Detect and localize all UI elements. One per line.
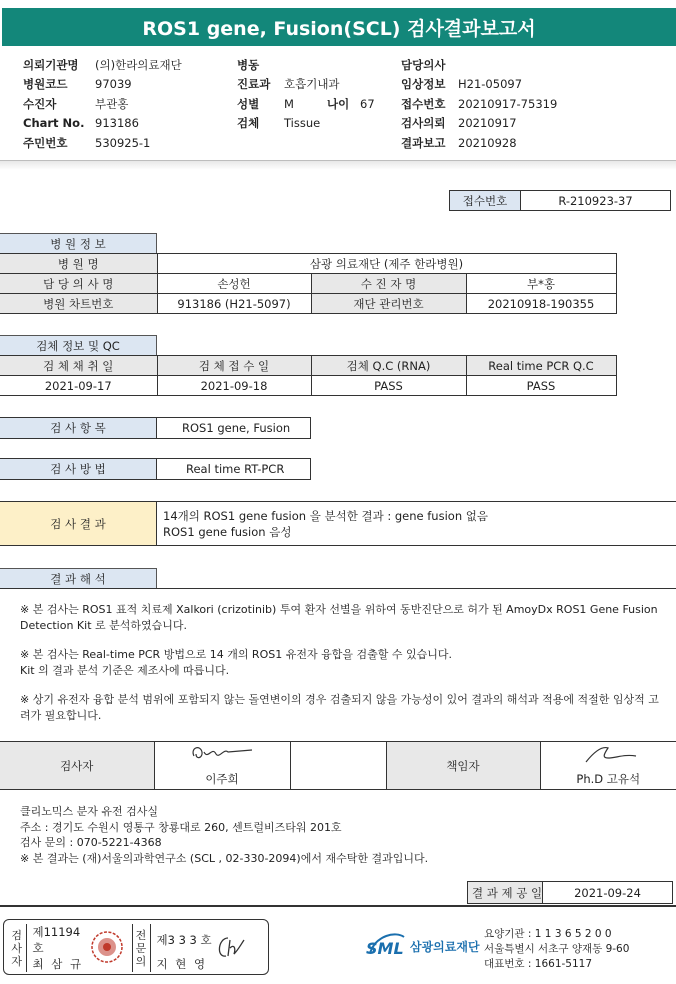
- qc-header: Real time PCR Q.C: [466, 356, 616, 376]
- result-date-value: 2021-09-24: [543, 882, 673, 904]
- qc-header: 검체 Q.C (RNA): [311, 356, 466, 376]
- examiner-vertical-label: [8, 924, 26, 972]
- lab-contact: 검사 문의 : 070-5221-4368: [20, 836, 162, 849]
- header-label: 수진자: [23, 96, 57, 111]
- header-value: 20210928: [458, 135, 517, 150]
- tab-specimen-qc: 검체 정보 및 QC: [0, 335, 157, 355]
- header-value: 20210917-75319: [458, 96, 558, 111]
- footer-divider: [0, 905, 676, 907]
- result-date-box: [467, 881, 673, 904]
- hospital-name-label: 병 원 명: [0, 254, 157, 274]
- hospital-name-value: 삼광 의료재단 (제주 한라병원): [157, 254, 616, 274]
- test-item-label: 검 사 항 목: [0, 417, 157, 439]
- specialist-vertical-text: 전문의: [135, 928, 147, 968]
- examiner-vertical-text: 검사자: [11, 928, 23, 968]
- test-result-label: 검 사 결 과: [0, 501, 157, 546]
- chart-no-label: 병원 차트번호: [0, 294, 157, 314]
- responsible-signature: [540, 742, 676, 770]
- interpretation-paragraph: Kit 의 결과 분석 기준은 제조사에 따릅니다.: [20, 664, 230, 677]
- seal-stamp-icon: [90, 930, 124, 964]
- doctor-label: 담 당 의 사 명: [0, 274, 157, 294]
- header-label: 병원코드: [23, 77, 68, 92]
- qc-value: PASS: [466, 376, 616, 396]
- ward-label: 병동: [237, 57, 260, 72]
- header-value: 97039: [95, 77, 132, 92]
- result-date-label: 결 과 제 공 일: [468, 882, 543, 904]
- qc-header: 검 체 채 취 일: [0, 356, 157, 376]
- lab-address: 주소 : 경기도 수원시 영통구 창룡대로 260, 센트럴비즈타워 201호: [20, 820, 342, 834]
- report-title: ROS1 gene, Fusion(SCL) 검사결과보고서: [2, 8, 676, 46]
- chart-no-value: 913186 (H21-5097): [157, 294, 311, 314]
- section-divider: [0, 160, 676, 170]
- patient-name-value: 부*홍: [466, 274, 616, 294]
- qc-value: PASS: [311, 376, 466, 396]
- header-label: 접수번호: [401, 96, 446, 111]
- test-result-line: 14개의 ROS1 gene fusion 을 분석한 결과 : gene fusion 없음: [163, 508, 488, 523]
- examiner-seal: [90, 924, 132, 972]
- responsible-label: 책임자: [386, 742, 540, 790]
- receipt-value: R-210923-37: [521, 191, 671, 211]
- sex-label: 성별: [237, 96, 260, 111]
- tester-name: 이주희: [154, 770, 290, 790]
- header-label: Chart No.: [23, 116, 85, 131]
- tester-signature-mark: [182, 742, 262, 766]
- examiner-license: 제11194호: [32, 925, 81, 955]
- qc-value: 2021-09-17: [0, 376, 157, 396]
- certification-table: [8, 924, 252, 972]
- tester-signature: [154, 742, 290, 770]
- org-phone: 대표번호 : 1661-5117: [484, 958, 593, 970]
- header-value: 부관홍: [95, 96, 129, 111]
- header-label: 검사의뢰: [401, 116, 446, 131]
- patient-info-col2: [237, 55, 375, 133]
- org-name: 삼광의료재단: [410, 939, 480, 954]
- hospital-info-table: [0, 253, 617, 314]
- specialist-vertical-label: [132, 924, 150, 972]
- lab-info: [20, 804, 660, 866]
- sex-value: M: [284, 96, 294, 111]
- specialist-signature-mark: [212, 930, 248, 964]
- header-value: H21-05097: [458, 77, 523, 92]
- mgmt-no-value: 20210918-190355: [466, 294, 616, 314]
- header-value: 20210917: [458, 116, 517, 131]
- receipt-number-box: [449, 190, 671, 211]
- specimen-value: Tissue: [284, 116, 321, 131]
- sml-logo-mark: [366, 929, 406, 963]
- specimen-label: 검체: [237, 116, 260, 131]
- test-method-value: Real time RT-PCR: [156, 458, 311, 480]
- certification-box: [3, 919, 269, 975]
- test-result-line: ROS1 gene fusion 음성: [163, 524, 292, 539]
- specialist-name: 지 현 영: [156, 957, 208, 971]
- tester-label: 검사자: [0, 742, 154, 790]
- header-value: [458, 55, 557, 75]
- logo-text: SML: [366, 939, 404, 958]
- mgmt-no-label: 재단 관리번호: [311, 294, 466, 314]
- patient-info-col3: [401, 55, 557, 153]
- header-label: 담당의사: [401, 57, 446, 72]
- examiner-name: 최 삼 규: [32, 957, 84, 971]
- responsible-name: Ph.D 고유석: [540, 770, 676, 790]
- patient-name-label: 수 진 자 명: [311, 274, 466, 294]
- test-result-value: [156, 501, 676, 546]
- header-label: 주민번호: [23, 135, 68, 150]
- interpretation-paragraph: ※ 상기 유전자 융합 분석 범위에 포함되지 않는 돌연변이의 경우 검출되지 않을 가능성이 있어 결과의 해석과 적용에 적절한 임상적 고려가 필요합니다.: [20, 693, 659, 722]
- header-value: 530925-1: [95, 135, 151, 150]
- tab-interpretation: 결 과 해 석: [0, 568, 157, 588]
- org-info: [484, 927, 674, 972]
- lab-note: ※ 본 결과는 (재)서울의과학연구소 (SCL , 02-330-2094)에서 재수탁한 결과입니다.: [20, 851, 429, 865]
- header-label: 결과보고: [401, 135, 446, 150]
- age-value: 67: [360, 96, 375, 111]
- lab-name: 클리노믹스 분자 유전 검사실: [20, 805, 159, 818]
- specialist-license: 제3 3 3 호: [156, 933, 212, 947]
- org-code: 요양기관 : 1 1 3 6 5 2 0 0: [484, 928, 612, 940]
- header-value: 913186: [95, 116, 139, 131]
- patient-info-col1: [23, 55, 182, 153]
- tab-hospital-info: 병 원 정 보: [0, 233, 157, 253]
- interpretation-paragraph: ※ 본 검사는 ROS1 표적 치료제 Xalkori (crizotinib) 투여 환자 선별을 위하여 동반진단으로 허가 된 AmoyDx ROS1 Gene Fusion Detection Kit 로 분석하였습니다.: [20, 603, 658, 632]
- interpretation-text: [0, 588, 676, 732]
- specialist-signature: [212, 924, 252, 972]
- test-item-value: ROS1 gene, Fusion: [156, 417, 311, 439]
- sml-logo: [366, 928, 486, 964]
- dept-value: 호흡기내과: [284, 77, 340, 92]
- qc-header: 검 체 접 수 일: [157, 356, 311, 376]
- signature-spacer: [290, 742, 386, 790]
- ward-value: [284, 55, 375, 75]
- receipt-label: 접수번호: [450, 191, 521, 211]
- responsible-signature-mark: [568, 742, 648, 766]
- interpretation-paragraph: ※ 본 검사는 Real-time PCR 방법으로 14 개의 ROS1 유전자 융합을 검출할 수 있습니다.: [20, 648, 452, 661]
- dept-label: 진료과: [237, 77, 271, 92]
- signature-table: [0, 741, 676, 790]
- age-label: 나이: [327, 96, 350, 111]
- test-method-label: 검 사 방 법: [0, 458, 157, 480]
- org-address: 서울특별시 서초구 양재동 9-60: [484, 943, 630, 955]
- specimen-qc-table: [0, 355, 617, 396]
- doctor-value: 손성헌: [157, 274, 311, 294]
- header-value: (의)한라의료재단: [95, 57, 182, 72]
- header-label: 임상정보: [401, 77, 446, 92]
- header-label: 의뢰기관명: [23, 57, 79, 72]
- qc-value: 2021-09-18: [157, 376, 311, 396]
